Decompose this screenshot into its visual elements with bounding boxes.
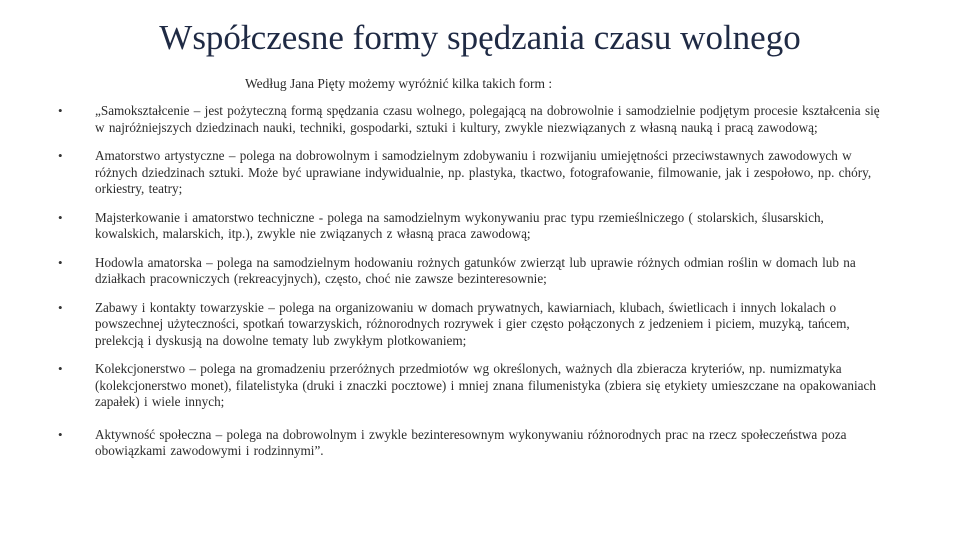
list-item-text: Amatorstwo artystyczne – polega na dobrowolnym i samodzielnym zdobywaniu i rozwijaniu umiejętności przeciwstawnych zawodowych w różnych dziedzinach sztuki. Może być uprawiane indywidualnie, np. plastyka, tkactwo, fotografowanie, filmowanie, jak i zespołowo, np. chóry, orkiestry, teatry; — [95, 148, 872, 196]
bullet-icon: • — [58, 254, 63, 270]
list-item-text: Zabawy i kontakty towarzyskie – polega na organizowaniu w domach prywatnych, kawiarniach, klubach, świetlicach i innych lokalach o powszechnej użyteczności, spotkań towarzyskich, różnorodnych rozrywek i gier często połączonych z jedzeniem i piciem, muzyką, tańcem, prelekcją i dyskusją na dowolne tematy lub zwykłym plotkowaniem; — [95, 299, 850, 348]
intro-text: Według Jana Pięty możemy wyróżnić kilka takich form : — [245, 76, 553, 91]
list-item — [58, 210, 888, 243]
slide-title: Współczesne formy spędzania czasu wolnego — [159, 18, 801, 57]
list-item-text: Kolekcjonerstwo – polega na gromadzeniu przeróżnych przedmiotów wg określonych, ważnych dla zbieracza kryteriów, np. numizmatyka (kolekcjonerstwo monet), filatelistyka (druki i znaczki pocztowe) i mniej znana filumenistyka (zbiera się etykiety umieszczane na opakowaniach zapałek) i wiele innych; — [95, 361, 876, 409]
bullet-icon: • — [58, 299, 63, 315]
bullet-icon: • — [58, 103, 63, 118]
list-item — [58, 427, 888, 460]
list-item — [58, 255, 888, 288]
list-item-text: „Samokształcenie – jest pożyteczną formą spędzania czasu wolnego, polegającą na dobrowolnie i samodzielnie podjętym procesie kształcenia się w najróżniejszych dziedzinach nauki, techniki, gospodarki, sztuki i kultury, zwykle niezwiązanych z własną nauką i pracą zawodową; — [95, 103, 880, 135]
bullet-list — [58, 103, 888, 472]
list-item — [58, 103, 888, 136]
list-item-text: Majsterkowanie i amatorstwo techniczne - polega na samodzielnym wykonywaniu prac typu rzemieślniczego ( stolarskich, ślusarskich, kowalskich, malarskich, itp.), zwykle nie związanych z własną praca zawodową; — [95, 209, 824, 241]
bullet-icon: • — [58, 426, 63, 442]
list-item — [58, 300, 888, 350]
bullet-icon: • — [58, 209, 63, 225]
list-item — [58, 148, 888, 198]
list-item-text: Hodowla amatorska – polega na samodzielnym hodowaniu rożnych gatunków zwierząt lub uprawie różnych odmian roślin w domach lub na działkach pracowniczych (rekreacyjnych), często, choć nie zawsze bezinteresownie; — [95, 254, 856, 286]
bullet-icon: • — [58, 148, 63, 163]
list-item — [58, 361, 888, 411]
bullet-icon: • — [58, 361, 63, 376]
list-item-text: Aktywność społeczna – polega na dobrowolnym i zwykle bezinteresownym wykonywaniu różnorodnych prac na rzecz społeczeństwa poza obowiązkami zawodowymi i rodzinnymi”. — [95, 426, 847, 458]
